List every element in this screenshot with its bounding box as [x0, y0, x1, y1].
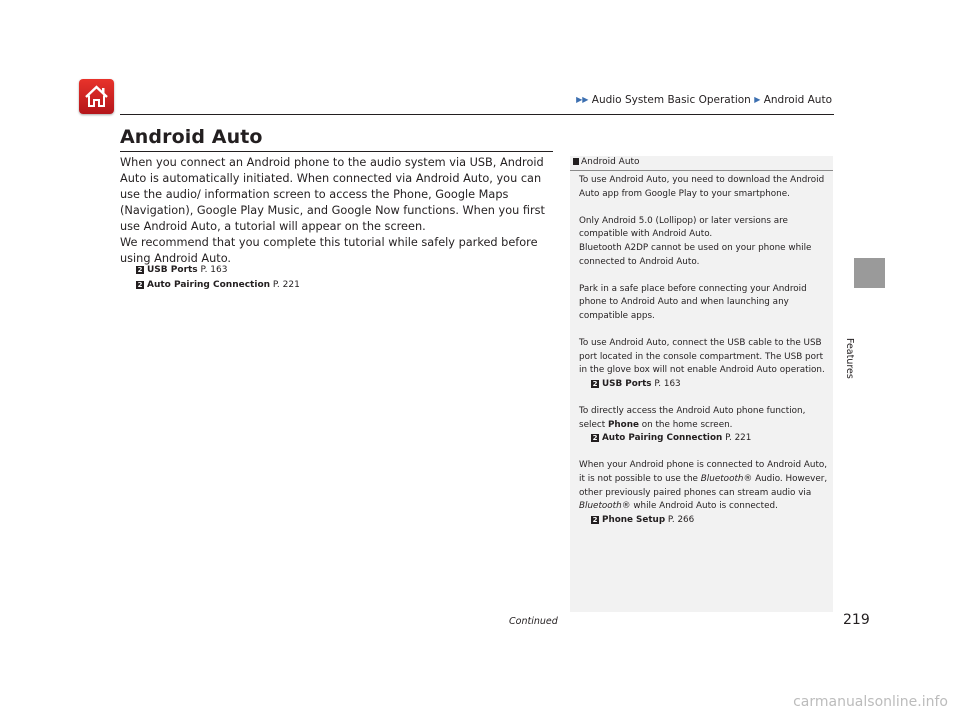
breadcrumb-item-current: Android Auto: [763, 94, 832, 106]
home-button[interactable]: [79, 79, 114, 114]
side-note-paragraph: To use Android Auto, you need to download the Android Auto app from Google Play to your smartphone.: [579, 175, 825, 199]
side-note-divider: [570, 170, 833, 171]
side-note-paragraph: When your Android phone is connected to Android Auto, it is not possible to use the Bluetooth® Audio. However, other previously paired phones can stream audio via Bluetooth® while Android Auto is connected.: [579, 460, 828, 512]
reference-list: [136, 263, 300, 293]
reference-arrow-icon: 2: [592, 379, 598, 388]
body-paragraph: We recommend that you complete this tutorial while safely parked before using Android Auto.: [120, 236, 538, 265]
side-reference-auto-pairing[interactable]: 2 Auto Pairing Connection P. 221: [592, 433, 752, 444]
side-note-paragraph: Only Android 5.0 (Lollipop) or later versions are compatible with Android Auto.: [579, 215, 788, 240]
reference-arrow-icon: 2: [592, 515, 598, 524]
side-note-paragraph: Park in a safe place before connecting your Android phone to Android Auto and when launching any compatible apps.: [579, 283, 807, 321]
page-number: 219: [843, 612, 870, 628]
section-tab[interactable]: [854, 258, 885, 288]
reference-arrow-icon: 2: [137, 281, 143, 289]
breadcrumb-item-section[interactable]: Audio System Basic Operation: [591, 94, 751, 106]
reference-arrow-icon: 2: [592, 434, 598, 443]
reference-link-usb-ports[interactable]: 2 USB Ports P. 163: [137, 265, 228, 275]
main-body: [120, 155, 556, 267]
breadcrumb: [576, 94, 832, 106]
note-marker-icon: [573, 158, 579, 165]
side-note-paragraph: To use Android Auto, connect the USB cable to the USB port located in the console compartment. The USB port in the glove box will not enable Android Auto operation.: [579, 338, 825, 376]
side-note-paragraph: To directly access the Android Auto phone function, select Phone on the home screen.: [579, 406, 806, 430]
breadcrumb-arrow-icon: ▶: [754, 95, 761, 104]
continued-label: Continued: [509, 616, 558, 627]
page-title: Android Auto: [120, 126, 263, 148]
side-note-heading: Android Auto: [573, 157, 640, 167]
reference-arrow-icon: 2: [137, 266, 143, 274]
side-reference-phone-setup[interactable]: 2 Phone Setup P. 266: [592, 514, 695, 525]
body-paragraph: When you connect an Android phone to the audio system via USB, Android Auto is automatically initiated. When connected via Android Auto, you can use the audio/ information screen to access the Phone, Google Maps (Navigation), Google Play Music, and Google Now functions. When you first use Android Auto, a tutorial will appear on the screen.: [120, 156, 545, 233]
title-divider: [120, 151, 553, 152]
side-reference-usb-ports[interactable]: 2 USB Ports P. 163: [592, 378, 681, 389]
home-icon: [79, 79, 114, 114]
breadcrumb-arrow-icon: ▶▶: [576, 95, 589, 104]
section-tab-label: Features: [844, 338, 855, 379]
watermark: carmanualsonline.info: [793, 694, 948, 710]
header-divider: [120, 114, 834, 115]
reference-link-auto-pairing[interactable]: 2 Auto Pairing Connection P. 221: [137, 280, 300, 290]
side-note-paragraph: Bluetooth A2DP cannot be used on your phone while connected to Android Auto.: [579, 242, 812, 267]
side-note-body: [579, 174, 829, 527]
